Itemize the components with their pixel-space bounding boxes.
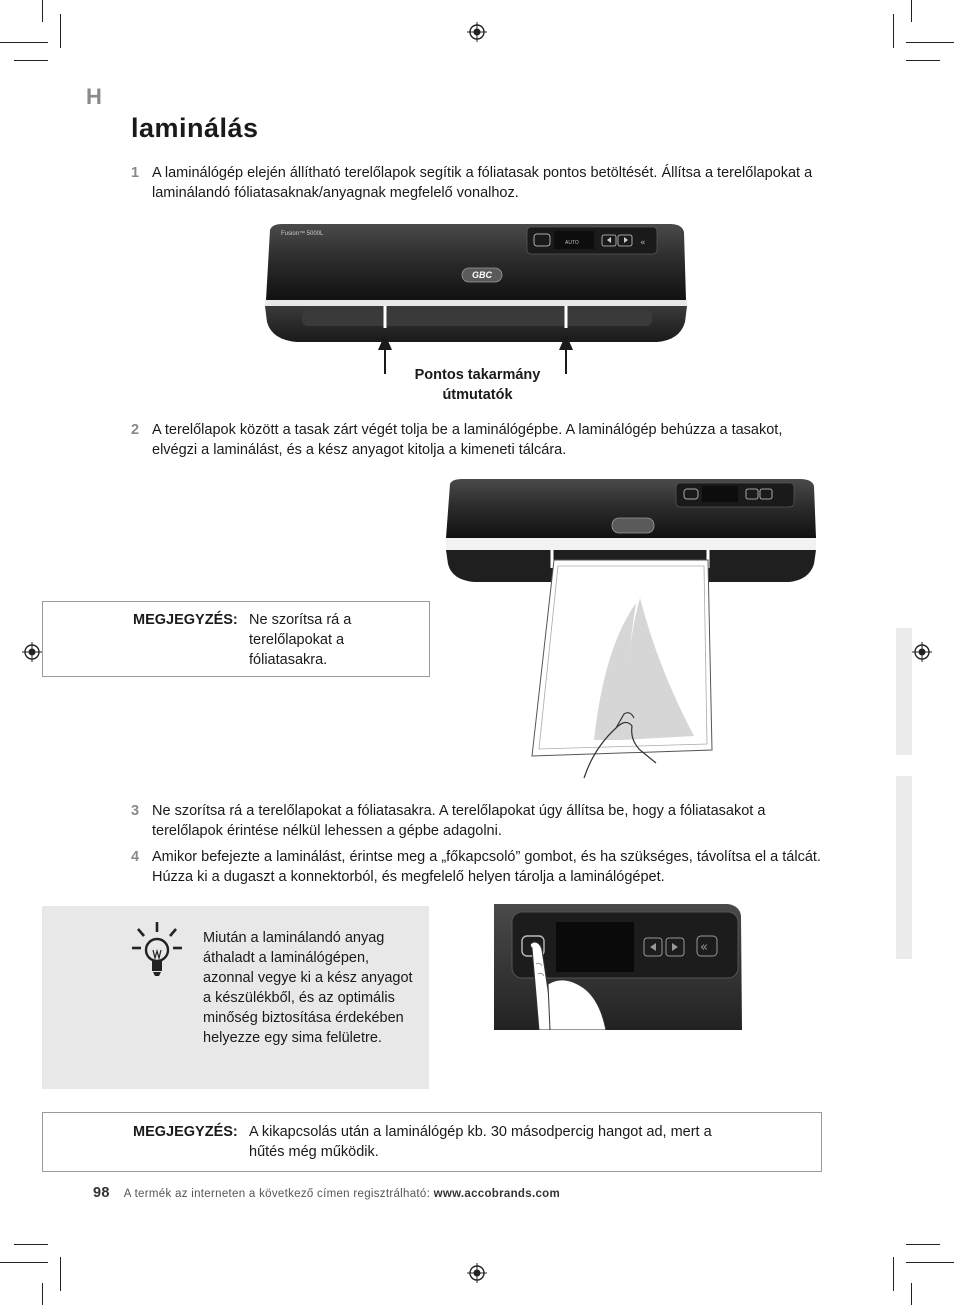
- registration-mark-icon: [467, 1263, 487, 1283]
- note-text: [249, 1122, 809, 1162]
- side-tab: [896, 776, 912, 959]
- laminator-front-illustration: [262, 222, 690, 377]
- note-label: MEGJEGYZÉS:: [133, 1124, 238, 1140]
- side-tab: [896, 628, 912, 755]
- page-title: laminálás: [131, 113, 259, 143]
- language-marker: H: [86, 84, 102, 109]
- crop-mark: [60, 14, 61, 48]
- crop-mark: [906, 60, 940, 61]
- laminator-pouch-illustration: [444, 478, 820, 788]
- note-line: fóliatasakra.: [249, 652, 328, 668]
- svg-text:«: «: [700, 940, 708, 955]
- step-number: 2: [131, 422, 140, 438]
- crop-mark: [0, 42, 48, 43]
- step-number: 4: [131, 849, 140, 865]
- note-box: [42, 1112, 822, 1172]
- page-number: 98: [93, 1185, 110, 1201]
- machine-model-label: Fusion™ 5000L: [281, 231, 324, 237]
- auto-label: AUTO: [565, 240, 579, 246]
- step-2: [131, 420, 831, 460]
- caption-line: Pontos takarmány: [414, 367, 541, 383]
- note-line: Ne szorítsa rá a: [249, 612, 352, 628]
- step-text: A laminálógép elején állítható terelőlapok segítik a fóliatasak pontos betöltését. Állítsa a terelőlapokat a laminálandó fóliatasaknak/anyagnak megfelelő vonalhoz.: [152, 165, 813, 201]
- crop-mark: [60, 1257, 61, 1291]
- note-text: [249, 610, 351, 670]
- crop-mark: [14, 1244, 48, 1245]
- note-line: hűtés még működik.: [249, 1144, 379, 1160]
- registration-mark-icon: [22, 642, 42, 662]
- crop-mark: [0, 1262, 48, 1263]
- crop-mark: [906, 42, 954, 43]
- crop-mark: [906, 1262, 954, 1263]
- step-number: 1: [131, 165, 140, 181]
- step-text: A terelőlapok között a tasak zárt végét tolja be a laminálógépbe. A laminálógép behúzza a tasakot, elvégzi a laminálást, és a kész anyagot kitolja a kimeneti tálcára.: [152, 422, 783, 458]
- step-3: [131, 801, 831, 841]
- tip-text: Miután a laminálandó anyag áthaladt a laminálógépen, azonnal vegye ki a kész anyagot a készülékből, és az optimális minőség biztosítása érdekében helyezze egy sima felületre.: [203, 930, 413, 1046]
- crop-mark: [893, 1257, 894, 1291]
- note-line: A kikapcsolás után a laminálógép kb. 30 másodpercig hangot ad, mert a: [249, 1124, 712, 1140]
- crop-mark: [893, 14, 894, 48]
- svg-text:«: «: [640, 238, 646, 248]
- brand-logo: GBC: [472, 270, 492, 280]
- page-footer: [93, 1185, 560, 1201]
- crop-mark: [42, 0, 43, 22]
- registration-mark-icon: [467, 22, 487, 42]
- tip-box: [42, 906, 429, 1089]
- step-text: Ne szorítsa rá a terelőlapokat a fóliatasakra. A terelőlapokat úgy állítsa be, hogy a fóliatasakot a terelőlapok érintése nélkül lehessen a gépbe adagolni.: [152, 803, 766, 839]
- caption-line: útmutatók: [442, 387, 513, 403]
- footer-url[interactable]: www.accobrands.com: [433, 1188, 560, 1200]
- crop-mark: [911, 1283, 912, 1305]
- step-number: 3: [131, 803, 140, 819]
- step-4: [131, 847, 831, 887]
- footer-text: A termék az interneten a következő címen regisztrálható:: [123, 1188, 434, 1200]
- note-box: [42, 601, 430, 677]
- note-label: MEGJEGYZÉS:: [133, 612, 238, 628]
- registration-mark-icon: [912, 642, 932, 662]
- step-text: Amikor befejezte a laminálást, érintse meg a „főkapcsoló” gombot, és ha szükséges, távolítsa el a tálcát. Húzza ki a dugaszt a konnektorból, és megfelelő helyen tárolja a laminálógépet.: [152, 849, 821, 885]
- figure-caption: [380, 365, 575, 405]
- crop-mark: [911, 0, 912, 22]
- power-button-illustration: [494, 904, 742, 1030]
- crop-mark: [906, 1244, 940, 1245]
- lightbulb-icon: [128, 920, 186, 980]
- note-line: terelőlapokat a: [249, 632, 345, 648]
- crop-mark: [42, 1283, 43, 1305]
- crop-mark: [14, 60, 48, 61]
- step-1: [131, 163, 831, 203]
